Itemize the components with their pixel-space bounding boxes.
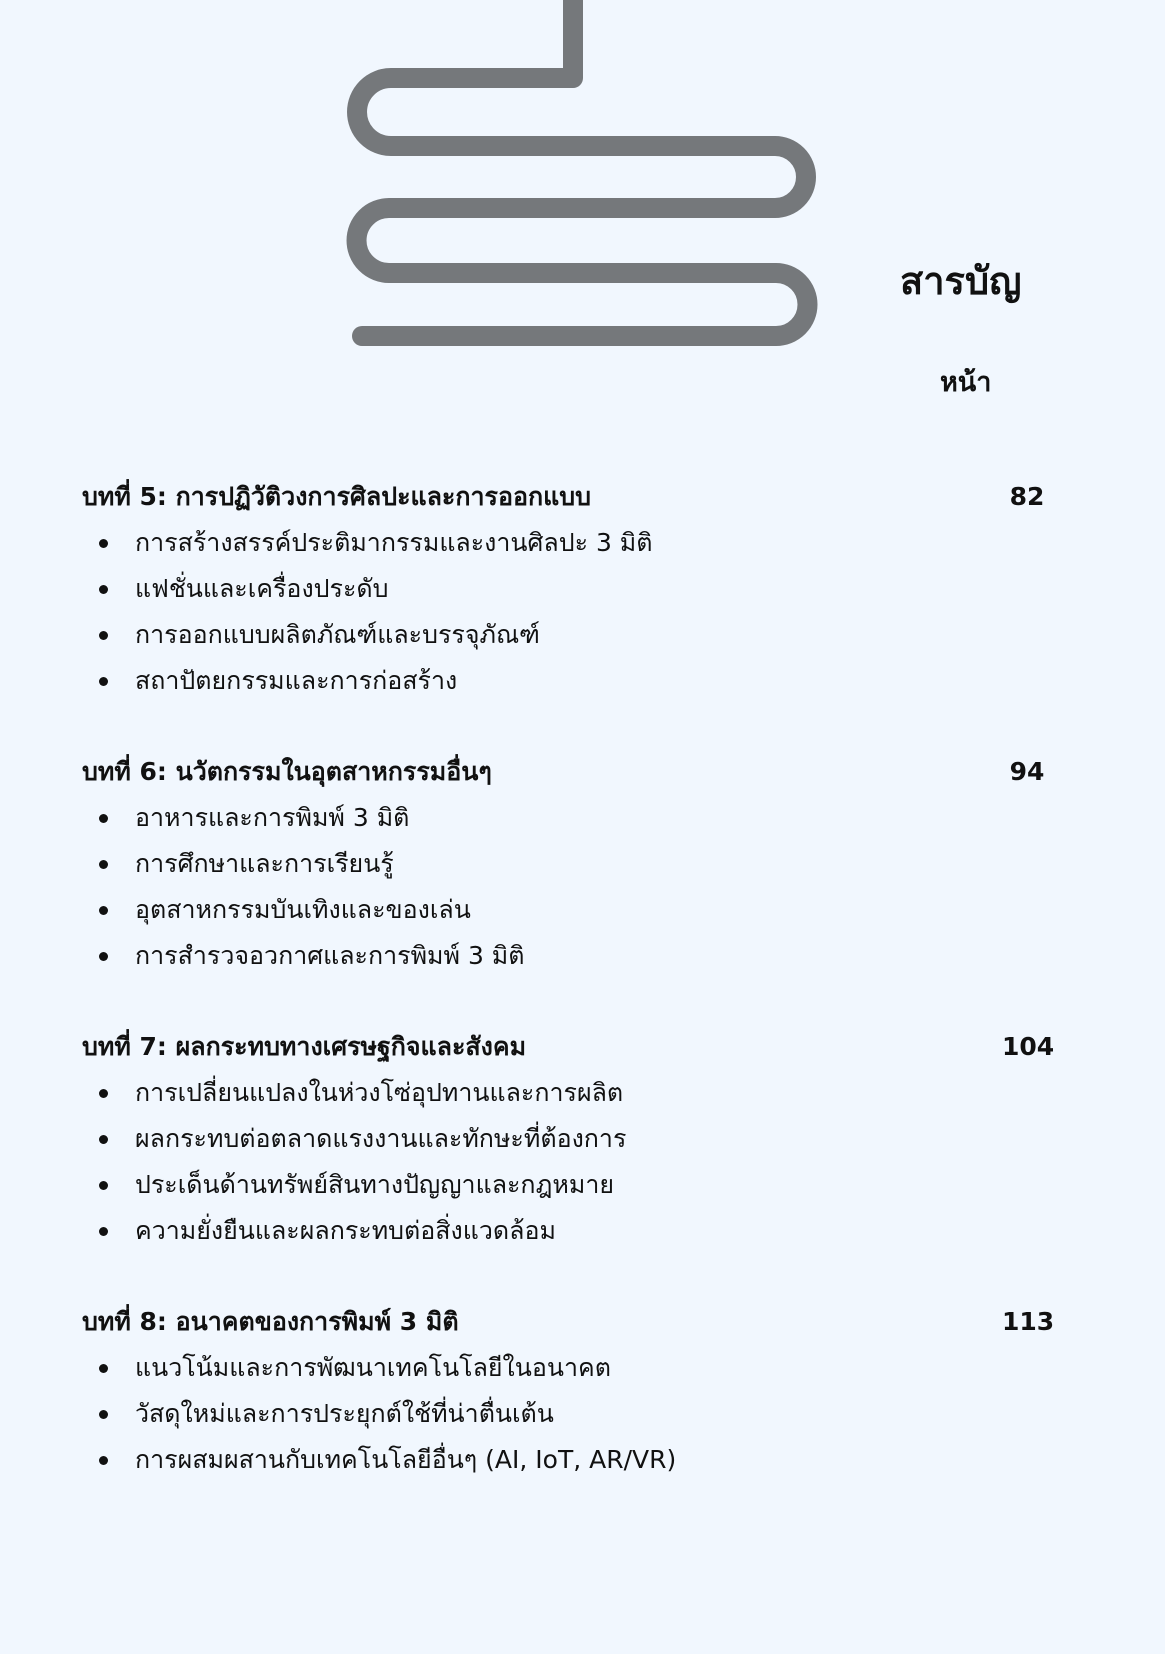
bullet-icon [99,1410,108,1419]
topic-list [82,520,1082,704]
topic-list [82,795,1082,979]
chapter-page-number: 94 [1009,757,1045,786]
bullet-icon [99,906,108,915]
topic-label: แนวโน้มและการพัฒนาเทคโนโลยีในอนาคต [135,1353,611,1382]
list-item [82,1116,1082,1162]
chapter-heading-row [82,1024,1082,1070]
chapter-7-section [82,1024,1082,1254]
topic-label: การเปลี่ยนแปลงในห่วงโซ่อุปทานและการผลิต [135,1078,624,1107]
winding-line-icon [0,0,1165,360]
list-item [82,1345,1082,1391]
topic-list [82,1345,1082,1483]
bullet-icon [99,1181,108,1190]
bullet-icon [99,1135,108,1144]
bullet-icon [99,677,108,686]
bullet-icon [99,631,108,640]
list-item [82,933,1082,979]
chapter-title: บทที่ 5: การปฏิวัติวงการศิลปะและการออกแบบ [82,482,591,511]
chapter-title: บทที่ 7: ผลกระทบทางเศรษฐกิจและสังคม [82,1032,527,1061]
bullet-icon [99,860,108,869]
topic-label: อุตสาหกรรมบันเทิงและของเล่น [135,895,471,924]
chapter-8-section [82,1299,1082,1483]
chapter-page-number: 113 [1002,1307,1055,1336]
bullet-icon [99,585,108,594]
list-item [82,1391,1082,1437]
bullet-icon [99,1456,108,1465]
chapter-heading-row [82,1299,1082,1345]
bullet-icon [99,814,108,823]
chapter-page-number: 82 [1009,482,1045,511]
list-item [82,520,1082,566]
bullet-icon [99,1227,108,1236]
bullet-icon [99,952,108,961]
list-item [82,841,1082,887]
chapter-title: บทที่ 8: อนาคตของการพิมพ์ 3 มิติ [82,1307,459,1336]
chapter-5-section [82,474,1082,704]
topic-label: การศึกษาและการเรียนรู้ [135,849,394,878]
list-item [82,1162,1082,1208]
chapter-page-number: 104 [1002,1032,1055,1061]
toc-title: สารบัญ [900,259,1022,303]
topic-label: การผสมผสานกับเทคโนโลยีอื่นๆ (AI, IoT, AR/VR) [135,1445,677,1474]
topic-label: ประเด็นด้านทรัพย์สินทางปัญญาและกฎหมาย [135,1170,615,1199]
bullet-icon [99,1364,108,1373]
chapter-heading-row [82,474,1082,520]
list-item [82,566,1082,612]
list-item [82,795,1082,841]
topic-label: แฟชั่นและเครื่องประดับ [135,574,389,603]
list-item [82,1437,1082,1483]
topic-label: วัสดุใหม่และการประยุกต์ใช้ที่น่าตื่นเต้น [135,1399,554,1428]
list-item [82,887,1082,933]
chapter-title: บทที่ 6: นวัตกรรมในอุตสาหกรรมอื่นๆ [82,757,492,786]
page-column-header: หน้า [940,367,992,398]
list-item [82,1070,1082,1116]
topic-label: ผลกระทบต่อตลาดแรงงานและทักษะที่ต้องการ [135,1124,627,1153]
topic-list [82,1070,1082,1254]
topic-label: การสำรวจอวกาศและการพิมพ์ 3 มิติ [135,941,525,970]
topic-label: การสร้างสรรค์ประติมากรรมและงานศิลปะ 3 มิติ [135,528,653,557]
list-item [82,658,1082,704]
chapter-6-section [82,749,1082,979]
topic-label: ความยั่งยืนและผลกระทบต่อสิ่งแวดล้อม [135,1216,556,1245]
bullet-icon [99,539,108,548]
bullet-icon [99,1089,108,1098]
topic-label: อาหารและการพิมพ์ 3 มิติ [135,803,410,832]
chapter-heading-row [82,749,1082,795]
list-item [82,612,1082,658]
topic-label: การออกแบบผลิตภัณฑ์และบรรจุภัณฑ์ [135,620,540,649]
list-item [82,1208,1082,1254]
topic-label: สถาปัตยกรรมและการก่อสร้าง [135,666,458,695]
